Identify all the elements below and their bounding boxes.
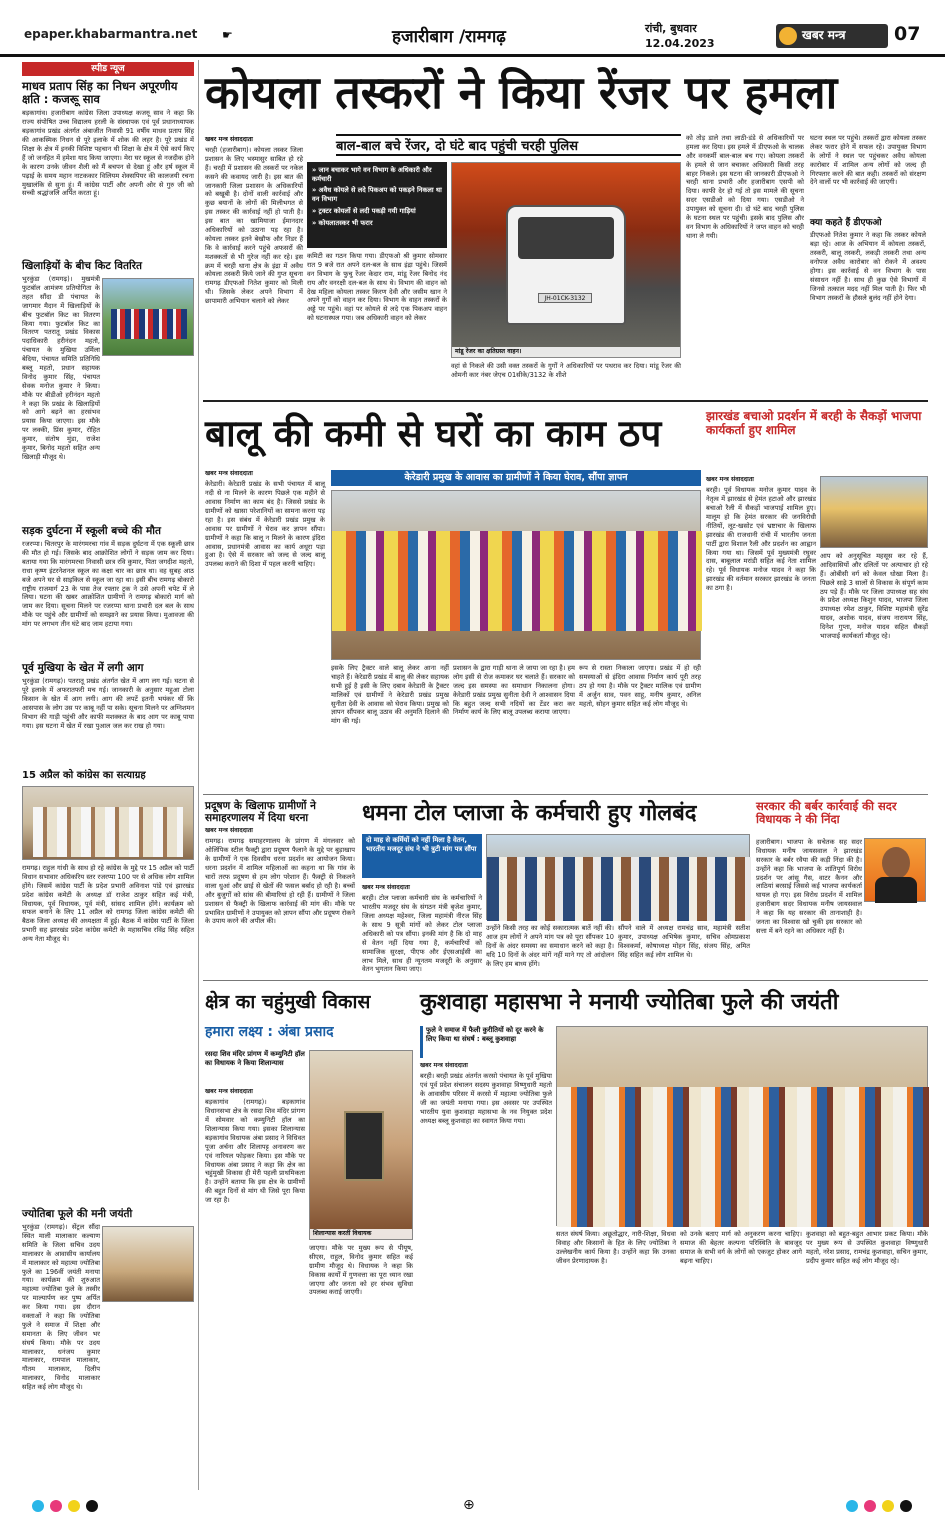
lead-bottom-rule [203, 400, 928, 402]
barhi-col1 [706, 476, 816, 790]
brand-name: खबर मन्त्र [802, 28, 846, 42]
phule-col1 [420, 1062, 552, 1488]
toll-body3: सौंपने वाले में अध्यक्ष रामचंद्र साव, महामंत्री सतीश कुमार, उपाध्यक्ष अभिषेक कुमार, सचिव ओमप्रकाश विश्वकर्मा, कोषाध्यक्ष मोहन सिंह, संजय सिंह, अमित सिंह सहित कई लोग शामिल थे। [618, 924, 750, 959]
pollution-body: रामगढ़। रामगढ़ समाहरणालय के प्रांगण में मंगलवार को ओलिंपिक स्टील फैक्ट्री द्वारा प्रदूषण फैलाने के मुद्दे पर बुड़ाखाप के ग्रामीणों ने एक दिवसीय धरना प्रदर्शन का आयोजन किया। धरना प्रदर्शन में शामिल महिलाओं का कहना था कि गांव के चारों तरफ प्रदूषण से हम लोग परेशान हैं। फैक्ट्री से निकलने वाला धुआं और छाई से खेतों की फसल बर्बाद हो रही है। बच्चों और बुजुर्गों को सांस की बीमारियां हो रही हैं। ग्रामीणों ने जिला प्रशासन से फैक्ट्री के खिलाफ कार्रवाई की मांग की। मौके पर प्रभावित ग्रामीणों ने उपायुक्त को ज्ञापन सौंपा और प्रदूषण रोकने के उपाय करने की अपील की। [205, 837, 355, 926]
story-jyotiba-body: भुरकुंडा (रामगढ़)। सेंट्रल सौंदा स्थित माली मालाकार कल्याण समिति के जिला सचिव उदय मालाकार के आवासीय कार्यालय में मालाकार को महात्मा ज्योतिबा फुले का 196वीं जयंती मनाया गया। कार्यक्रम की शुरुआत महात्मा ज्योतिबा फुले के तस्वीर पर माल्यार्पण कर पुष्प अर्पित कर किया गया। इस दौरान वक्ताओं ने कहा कि ज्योतिबा फुले ने समाज में शिक्षा और समानता के लिए जीवन भर संघर्ष किया। मौके पर उदय मालाकार, धनंजय कुमार मालाकार, रामपाल मालाकार, गौतम मालाकार, दिलीप मालाकार, विनोद मालाकार सहित कई लोग मौजूद थे। [22, 1223, 100, 1392]
story-satyagrah-body: रामगढ़। राहुल गांधी के साथ हो रहे कांग्रेस के मुद्दे पर 15 अप्रैल को पार्टी विधान सभावार अधिकरिय स्तर रजरप्पा 100 पर से अधिक लोग शामिल होंगे। जिसमें कांग्रेस पार्टी के प्रदेश प्रभारी अविनाश पांडे एवं झारखंड प्रदेश कांग्रेस कमेटी के अध्यक्ष डॉ राजेश ठाकुर सहित कई मंत्री, विधायक, पूर्व विधायक, पूर्व मंत्री, सांसद शामिल होंगे। कार्यक्रम को सफल बनाने के लिए 11 अप्रैल को रामगढ़ जिला कांग्रेस कमेटी की बैठक जिला अध्यक्ष की अध्यक्षता में हुई। बैठक में कांग्रेस पार्टी के जिला प्रभारी सह झारखंड प्रदेश कांग्रेस कमेटी के महासचिव रविंद्र सिंह सहित अन्य नेता मौजूद थे। [22, 864, 194, 944]
phule-body3: को उनके बताए मार्ग को अनुकरण करना चाहिए। समाज की बेहतर कल्पना परिस्थिति के बावजूद समाज के सभी वर्ग के लोगों को एकजुट होकर आगे बढ़ना चाहिए। [680, 1230, 802, 1265]
dev-headline: क्षेत्र का चहुंमुखी विकास [205, 991, 371, 1013]
story-accident-body: रजरप्पा। चितरपुर के मारंगमरचा गांव में सड़क दुर्घटना में एक स्कूली छात्र की मौत हो गई। जिसके बाद आक्रोशित लोगों ने सड़क जाम कर दिया। बताया गया कि मारंगमरचा निवासी छात्र रवि कुमार, पिता जगदीश महतो, राधा कृष्ण इंटरनेशनल स्कूल का कक्षा चार का छात्र था। वह सुबह आठ बजे अपने घर से साइकिल से स्कूल जा रहा था। इसी बीच रामगढ़ बोकारो राष्ट्रीय राजमार्ग 23 के पास तेज रफ्तार ट्रक ने उसे अपनी चपेट में ले लिया। घटना की खबर आक्रोशित ग्रामीणों ने रामगढ़ बोकारो मार्ग को जाम कर दिया। सूचना मिलने पर रजरप्पा थाना प्रभारी दल बल के साथ मौके पर पहुंचे और ग्रामीणों को समझाने का प्रयास किया। मुआवजा की मांग पर लगभग तीन घंटे बाद जाम हटाया गया। [22, 540, 194, 629]
pointer-icon: ☛ [222, 28, 233, 42]
barhi-byline: खबर मन्त्र संवाददाता [706, 476, 754, 483]
lead-col4: को तोड़ डाले तथा लाठी-डंडे से अधिकारियों पर हमला कर दिया। इस हमले में डीएफओ के चालक और वनकर्मी बाल-बाल बच गए। कोयला तस्करों के हमले से जान बचाकर अधिकारी किसी तरह बाहर निकले। इस घटना की जानकारी डीएफओ ने चरही थाना प्रभारी और हजारीबाग एसपी को दिया। काफी देर हो गई तो इस मामले की सूचना सदर एसडीओ को दिया गया। एसडीओ ने उपायुक्त को सूचना दी। दो घंटे बाद चरही पुलिस के घटना स्थल पर पहुंची। इसके बाद पुलिस और वन विभाग के अधिकारियों ने जप्त वाहन को चरही थाना ले गयी। [686, 134, 804, 240]
lead-bullet-2: » अवैध कोयले से लदे पिकअप को पकड़ने निकला था वन विभाग [312, 186, 442, 204]
lead-col5: घटना स्थल पर पहुंचे। तस्करों द्वारा कोयला तस्कर लेकर फरार होने में सफल रहे। उपायुक्त विभाग के लोगों ने स्थल पर पहुंचकर अवैध कोयला कारोबार में शामिल अन्य लोगों को जल्द ही गिरफ्तार करने की बात कही। तस्करों को संरक्षण देने वालों पर भी कार्रवाई की जाएगी। [810, 134, 926, 187]
barhi-headline: झारखंड बचाओ प्रदर्शन में बरही के सैकड़ों भाजपा कार्यकर्ता हुए शामिल [706, 409, 922, 437]
story-jyotiba [22, 1208, 194, 1490]
story-satyagrah-title: 15 अप्रैल को कांग्रेस का सत्याग्रह [22, 770, 146, 781]
jyotiba-photo [102, 1226, 194, 1302]
pollution-headline: प्रदूषण के खिलाफ ग्रामीणों ने समाहरणालय में दिया धरना [205, 800, 316, 825]
toll-photo [486, 834, 750, 920]
brand-logo [776, 24, 888, 48]
crosshair-icon: ⊕ [463, 1497, 475, 1513]
story-jyotiba-title: ज्योतिबा फूले की मनी जयंती [22, 1208, 133, 1220]
sand-body2: इसके लिए ट्रैक्टर वाले बालू लेकर आना नहीं चाहते हैं। केरेडारी प्रखंड में बालू की लेकर सहायक सभी हुई है इसी के लिए दबाव केरेडारी के ट्रैक्टर मालिकों एवं ग्रामीणों ने केरेडारी प्रखंड प्रमुख सुनीता देवी के आवास को घेराव किया। प्रमुख को ज्ञापन सौंपकर बालू उठाव की अनुमति दिलाने की मांग की गई। [331, 664, 449, 726]
dev-subtitle: हमारा लक्ष्य : अंबा प्रसाद [205, 1024, 334, 1040]
toll-headline: धमना टोल प्लाजा के कर्मचारी हुए गोलबंद [362, 801, 697, 826]
sand-col1 [205, 470, 325, 790]
dfo-box-title: क्या कहते हैं डीएफओ [810, 218, 882, 228]
speed-news-label: स्पीड न्यूज [22, 62, 194, 76]
sand-body3: प्रशासन के द्वारा गाड़ी थाना ले जाया जा रहा है। हम लोग इसी से रोज कमाकर घर चलाते हैं। सरकार को जल्द इस समस्या का समाधान निकालना होगा। केरेडारी प्रखंड प्रमुख सुनीता देवी ने आश्वासन दिया कि बहुत जल्द सभी नदियों का टेंडर करा कर निर्माण कार्य के लिए बालू उपलब्ध कराया जाएगा। [453, 664, 575, 717]
barhi-body2: आप को अनुसूचित महसूस कर रहे हैं, आदिवासियों और दलितों पर अत्याचार हो रहे हैं। ओबीसी वर्ग को केवल धोखा मिला है। पिछले साढ़े 3 सालों से विकास के संपूर्ण काम ठप पड़े हैं। मौके पर जिला उपाध्यक्ष सह संघ के प्रदेश अध्यक्ष किशुन यादव, भाजपा जिला उपाध्यक्ष रमेश ठाकुर, विशिष्ट महामंत्री सुरेंद्र यादव, अशोक यादव, संजय नारायण सिंह, दिनेश गुप्ता, मनोज यादव सहित सैकड़ों भाजपाई कार्यकर्ता मौजूद रहे। [820, 552, 928, 641]
phule-byline: खबर मन्त्र संवाददाता [420, 1062, 468, 1069]
sand-byline: खबर मन्त्र संवाददाता [205, 470, 253, 477]
lead-col3: वहां से निकले की उसी वक्त तस्करों के गुर्गों ने अधिकारियों पर पथराव कर दिया। मांडू रेंजर की ओमनी कार नंबर जेएच 01सीके/3132 के शीशे [451, 362, 681, 379]
phule-photo [556, 1026, 928, 1226]
mla-body: हजारीबाग। भाजपा के सचेतक सह सदर विधायक मनीष जायसवाल ने झारखंड सरकार के बर्बर रवैया की कड़ी निंदा की है। उन्होंने कहा कि भाजपा के शांतिपूर्ण विरोध प्रदर्शन पर आंसू गैस, वाटर कैनन और लाठियां बरसाई जिससे कई भाजपा कार्यकर्ता घायल हो गए। इस विरोध प्रदर्शन में शामिल हजारीबाग सदर विधायक मनीष जायसवाल ने कहा कि यह सरकार की तानाशाही है। जनता का विश्वास खो चुकी इस सरकार को सत्ता में बने रहने का अधिकार नहीं है। [756, 838, 862, 935]
story-madhav [22, 80, 194, 256]
masthead [0, 0, 945, 56]
sand-headline: बालू की कमी से घरों का काम ठप [205, 412, 662, 455]
story-fire-title: पूर्व मुखिया के खेत में लगी आग [22, 662, 144, 674]
lead-col1: चरही (हजारीबाग)। कोयला तस्कर जिला प्रशासन के लिए भस्मासुर साबित हो रहे हैं। चरही में प्रशासन की तस्करों पर नकेल कसने की कवायद जारी है। इस बात की जानकारी जिला प्रशासन के अधिकारियों को बखूबी है। दोनों वाली कार्रवाई और कुछ बयानों के लोगों की मिलीभगत से इस तस्कर की कार्रवाई नहीं हो पाती है। इस बात का खामियाजा ईमानदार अधिकारियों को उठाना पड़ रहा है। कोयला तस्कर इतने बेखौफ और निडर हैं कि वे कार्रवाई करने पहुंचे अफसरों की मशक्कतों से भी गुरेज नहीं कर रहे। इस क्रम में चरही थाना क्षेत्र के इंद्रा में अवैध कोयला तस्करी किये जाने की गुप्त सूचना रामगढ़ डीएफओ नितेश कुमार को मिली थी। जिसके लेकर अपने विभाग में छापामारी अभियान चलाने को लेकर [205, 146, 303, 306]
dev-byline: खबर मन्त्र संवाददाता [205, 1088, 253, 1095]
dev-body2: जाएगा। मौके पर मुख्य रूप से पीयूष, सीएस, राहुल, विनोद कुमार सहित कई ग्रामीण मौजूद थे। विधायक ने कहा कि विकास कार्यों में गुणवत्ता का पूरा ध्यान रखा जाएगा और जनता को हर संभव सुविधा उपलब्ध कराई जाएगी। [309, 1244, 413, 1297]
story-fire [22, 662, 194, 764]
van-shape: JH-01CK-3132 [506, 205, 626, 325]
mid-rule-2 [203, 980, 928, 981]
phule-body2: सतत संघर्ष किया। अछूतोद्धार, नारी-शिक्षा, विधवा विवाह और किसानों के हित के लिए ज्योतिबा ने उल्लेखनीय कार्य किया है। उन्होंने कहा कि उनका जीवन प्रेरणादायक है। [556, 1230, 676, 1265]
phule-kicker: फुले ने समाज में फैली कुरीतियों को दूर करने के लिए किया था संघर्ष : बब्लू कुशवाहा [420, 1026, 552, 1058]
pollution-story [205, 800, 355, 976]
lead-headline: कोयला तस्करों ने किया रेंजर पर हमला [205, 66, 838, 119]
avatar [882, 847, 910, 879]
lead-kicker: बाल-बाल बचे रेंजर, दो घंटे बाद पहुंची चरही पुलिस [336, 134, 681, 156]
story-satyagrah [22, 770, 194, 944]
epaper-url[interactable]: epaper.khabarmantra.net [24, 27, 198, 41]
story-fire-body: भुरकुंडा (रामगढ़)। पतरातू प्रखंड अंतर्गत खेत में आग लग गई। घटना से पूरे इलाके में अफरातफरी मच गई। जानकारी के अनुसार महुआ टोला किसान के खेत में आग लगी। आग की लपटें इतनी भयंकर थीं कि आसपास के लोग उस पर काबू नहीं पा सके। सूचना मिलने पर अग्निशमन विभाग की गाड़ी पहुंची और काफी मशक्कत के बाद आग पर काबू पाया गया। इस घटना में खेत में रखा पुआल जल कर राख हो गया। [22, 677, 194, 730]
sand-body1: केरेडारी। केरेडारी प्रखंड के सभी पंचायत में बालू नदी से ना मिलने के कारण पिछले एक महीने से आवास निर्माण का काम बंद है। जिससे प्रखंड के ग्रामीणों को खासा परेशानियों का सामना करना पड़ रहा है। इस संबंध में केरेडारी प्रखंड प्रमुख के आवास पर ग्रामीणों ने घेराव कर ज्ञापन सौंपा। ग्रामीणों ने कहा कि बालू न मिलने के कारण इंदिरा आवास, प्रधानमंत्री आवास का कार्य अधूरा पड़ा हुआ है। ऐसे में सरकार को जल्द से जल्द बालू उपलब्ध कराने की दिशा में पहल करनी चाहिए। [205, 480, 325, 569]
lead-col2: कमिटी का गठन किया गया। डीएफओ श्री कुमार सोमवार रात 9 बजे रात अपने दल-बल के साथ इंद्रा पहुंचे। जिसमें वन विभाग के फुचु रेंजर केदार राम, मांडू रेंजर बिनोद नंद राय और वनरक्षी दल-बल के साथ थे। विभाग की वाहन को देख महिला कोयला तस्कर किरण देवी और जसीम खान ने अपने गुर्गों को वाहन कर दिया। विभाग के वाहन तस्करों के अड्डे पर पहुंचे। वहां पर कोयले से लदे एक पिकअप वाहन को घटनास्थल गया। जब अधिकारी वाहन को लेकर [307, 252, 447, 323]
phule-body1: बरही। बरही प्रखंड अंतर्गत करसो पंचायत के पूर्व मुखिया एवं पूर्व प्रदेश संचालन सदस्य कुशवाहा विष्णुधारी महतो के आवासीय परिसर में करसो में महात्मा ज्योतिबा फुले जी का जयंती मनाया गया। इस अवसर पर उपस्थित भारतीय युवा कुशवाहा महासभा के नव नियुक्त प्रदेश अध्यक्ष बब्लू कुशवाहा का स्वागत किया गया। [420, 1072, 552, 1125]
lead-bullet-4: » कोयलातस्कर भी फरार [312, 218, 373, 227]
lead-bullet-1: » जान बचाकर भागे वन विभाग के अधिकारी और कर्मचारी [312, 166, 432, 183]
dev-kicker: रसदा शिव मंदिर प्रांगण में कम्युनिटी हॉल का विधायक ने किया शिलान्यास [205, 1050, 305, 1067]
lead-photo-caption: मांडू रेंजर का क्षतिग्रस्त वाहन। [452, 347, 680, 357]
dev-col1 [205, 1088, 305, 1488]
toll-col1 [362, 884, 482, 976]
left-col-divider [198, 60, 199, 1490]
section-title: हजारीबाग /रामगढ़ [392, 27, 506, 47]
kit-photo [102, 278, 194, 356]
barhi-body: बरही। पूर्व विधायक मनोज कुमार यादव के नेतृत्व में झारखंड से हेमंत हटाओ और झारखंड बचाओ रैली में सैकड़ों भाजपाई शामिल हुए। मालूम हो कि हेमंत सरकार की जनविरोधी नीतियों, लूट-खसोट एवं भ्रष्टाचार के खिलाफ झारखंड की राजधानी रांची में भारतीय जनता पार्टी द्वारा विशाल रैली और प्रदर्शन का आह्वान किया गया था। जिसमें पूर्व मुख्यमंत्री रघुवर दास, बाबूलाल मरांडी सहित कई नेता शामिल रहे। पूर्व विधायक मनोज यादव ने कहा कि झारखंड की वर्तमान सरकार झारखंड के जनता का ठगा है। [706, 486, 816, 593]
satyagrah-photo [22, 786, 194, 860]
story-kit-body: भुरकुंडा (रामगढ़)। मुखमंत्री फुटबॉल आमंत्रण प्रतियोगिता के तहत सौंदा डी पंचायत के जागमार मैदान में खिलाड़ियों के बीच फुटबॉल किट का वितरण किया गया। फुटबॉल किट का वितरण पतरातू प्रखंड विकास पदाधिकारी हरीनंदन महतो, पंचायत के मुखिया उर्मिला बेदिया, पंचायत समिति प्रतिनिधि बब्लू महतो, प्रधान सहायक विनोद कुमार सिंह, पंचायत सेवक मनोज कुमार ने किया। मौके पर बीडीओ हरीनंदन महतो ने कहा कि प्रखंड के खिलाड़ियों को आगे बढ़ने का हरसंभव प्रयास किया जाएगा। इस मौके पर लक्की, प्रिंस कुमार, रोहित कुमार, संतोष मुंडा, राजेश कुमार, बिनोद महतो सहित अन्य खिलाड़ी मौजूद थे। [22, 275, 100, 461]
sand-kicker: केरेडारी प्रमुख के आवास का ग्रामीणों ने किया घेराव, सौंपा ज्ञापन [331, 470, 701, 486]
story-accident [22, 525, 194, 659]
lead-byline-col1: खबर मन्त्र संवाददाता [205, 136, 253, 143]
story-kit-title: खिलाड़ियों के बीच किट वितरित [22, 260, 142, 272]
dfo-box [810, 218, 926, 396]
dfo-box-body: डीएफओ नितेश कुमार ने कहा कि तस्कर कोयले बड़ा रहे। आज के अभियान में कोयला तस्करों, तस्करी, बालू तस्करी, लकड़ी तस्करी तथा अन्य वनोपज अवैध कारोबार को रोकने में अवश्य होगा। इस कार्रवाई से वन विभाग के पास संसाधन नहीं है। साथ ही कुछ ऐसे विभागों में जिनसे तत्काल मदद नहीं मिल पाती है। फिर भी विभाग तस्करों के हौसले बुलंद नहीं होने देगा। [810, 231, 926, 302]
mid-rule-1 [203, 794, 928, 795]
date: 12.04.2023 [645, 37, 715, 50]
dev-photo [309, 1050, 413, 1240]
toll-body2: उन्होंने किसी तरह का कोई सकारात्मक बातें नहीं की। आज हम लोगों ने अपने मांग पत्र को पूरा सौंपकर 10 दिनों के अंदर समस्या का समाधान करने को कहा है। यदि 10 दिनों के अंदर मांगें नहीं माने गए तो आंदोलन के लिए हम बाध्य होंगे। [486, 924, 614, 968]
sand-photo [331, 490, 701, 660]
brand-logo-icon [779, 27, 797, 45]
phule-headline: कुशवाहा महासभा ने मनायी ज्योतिबा फुले की जयंती [420, 990, 839, 1015]
story-accident-title: सड़क दुर्घटना में स्कूली बच्चे की मौत [22, 525, 161, 537]
barhi-photo [820, 476, 928, 548]
city-day: रांची, बुधवार [645, 22, 697, 35]
dev-photo-caption: शिलान्यास करतीं विधायक [310, 1229, 412, 1239]
sand-body4: रूप से रास्ता निकाला जाएगा। प्रखंड में हो रही समस्याओं से इंदिरा आवास निर्माण कार्य पूरी तरह ठप हो गया है। मौके पर ट्रैक्टर मालिक एवं ग्रामीण में अर्जुन साव, पवन साहू, मनीष कुमार, अनिल महतो, सोहन कुमार सहित कई लोग मौजूद थे। [579, 664, 701, 708]
lead-bullets-box [307, 162, 447, 248]
footer-registration-marks [0, 1496, 945, 1516]
page-number: 07 [894, 23, 921, 45]
mla-photo [864, 838, 926, 902]
lead-bullet-3: » ट्रक्टर कोयलों से लदी पकड़ी गयी गाड़ियां [312, 206, 416, 215]
toll-byline: खबर मन्त्र संवाददाता [362, 884, 410, 891]
story-kit [22, 260, 194, 518]
phule-body4: कुशवाहा को बहुत-बहुत आभार प्रकट किया। मौके पर मुख्य रूप से उपस्थित कुशवाहा विष्णुधारी महतो, नरेश प्रसाद, रामचंद्र कुशवाहा, सचिन कुमार, प्रदीप कुमार सहित कई लोग मौजूद रहे। [806, 1230, 928, 1265]
pollution-byline: खबर मन्त्र संवाददाता [205, 827, 253, 835]
story-madhav-title: माधव प्रताप सिंह का निधन अपूरणीय क्षति : कजरूू साव [22, 79, 178, 107]
masthead-divider [0, 54, 945, 57]
lead-photo [451, 162, 681, 358]
mla-headline: सरकार की बर्बर कार्रवाई की सदर विधायक ने की निंदा [756, 799, 897, 827]
story-madhav-body: बड़कागांव। हजारीबाग कांग्रेस जिला उपाध्यक्ष कजरुू साव ने कहा कि राज्य संपोषित उच्च विद्यालय हरली के संस्थापक एवं पूर्व प्रधानाध्यापक बड़कागांव प्रखंड अंतर्गत अंबाजीत निवासी 91 वर्षीय माधव प्रताप सिंह की आकस्मिक निधन से पूरे इलाके में शोक की लहर है। पूरे प्रखंड में शिक्षा के क्षेत्र में इनकी विशिष्ट पहचान थी शिक्षा के क्षेत्र में ऐसे कार्य किए हैं जो जनहित में हमेशा याद किया जाएगा। मेरा घर स्कूल से नजदीक होने के कारण उनके जीवन शैली को मैं बचपन से देखा हूं और हर्ष स्कूल में पढ़ाई के समय महान नाटककार विलियम शेक्सपियर की कालजयी रचना मुखालंकि से सुना हूं। मैं कांग्रेस पार्टी और अपनी ओर से गुरु जी को सच्ची श्रद्धांजलि अर्पित करता हूं। [22, 109, 194, 198]
toll-kicker: दो माह से कर्मियों को नहीं मिला है वेतन, भारतीय मजदूर संघ ने भी त्रुटी मांग पत्र सौंपा [362, 834, 482, 878]
toll-body1: बरही। टोल प्लाजा कर्मचारी संघ के कर्मचारियों ने भारतीय मजदूर संघ के संगठन मंत्री बृजेश कुमार, जिला अध्यक्ष महेश्वर, जिला महामंत्री नीरज सिंह के साथ 9 सूत्री मांगों को लेकर टोल प्लाजा अधिकारी को पत्र सौंपा। इनकी मांग है कि दो माह से वेतन नहीं दिया गया है, कर्मचारियों को सामाजिक सुरक्षा, पीएफ और ईएसआईसी का लाभ मिले, साथ ही न्यूनतम मजदूरी के अनुसार वेतन भुगतान किया जाए। [362, 894, 482, 974]
dev-body1: बड़कागांव (रामगढ़)। बड़कागांव विधानसभा क्षेत्र के रसदा शिव मंदिर प्रांगण में सोमवार को कम्युनिटी हॉल का शिलान्यास किया गया। इसका शिलान्यास बड़कागांव विधायक अंबा प्रसाद ने विधिवत पूजा अर्चना और शिलापट्ट अनावरण कर एवं नारियल फोड़कर किया। इस मौके पर विधायक अंबा प्रसाद ने कहा कि क्षेत्र का चहुंमुखी विकास ही मेरी पहली प्राथमिकता है। उन्होंने बताया कि इस क्षेत्र के ग्रामीणों की बहुत दिनों से मांग थी जिसे पूरा किया जा रहा है। [205, 1098, 305, 1205]
